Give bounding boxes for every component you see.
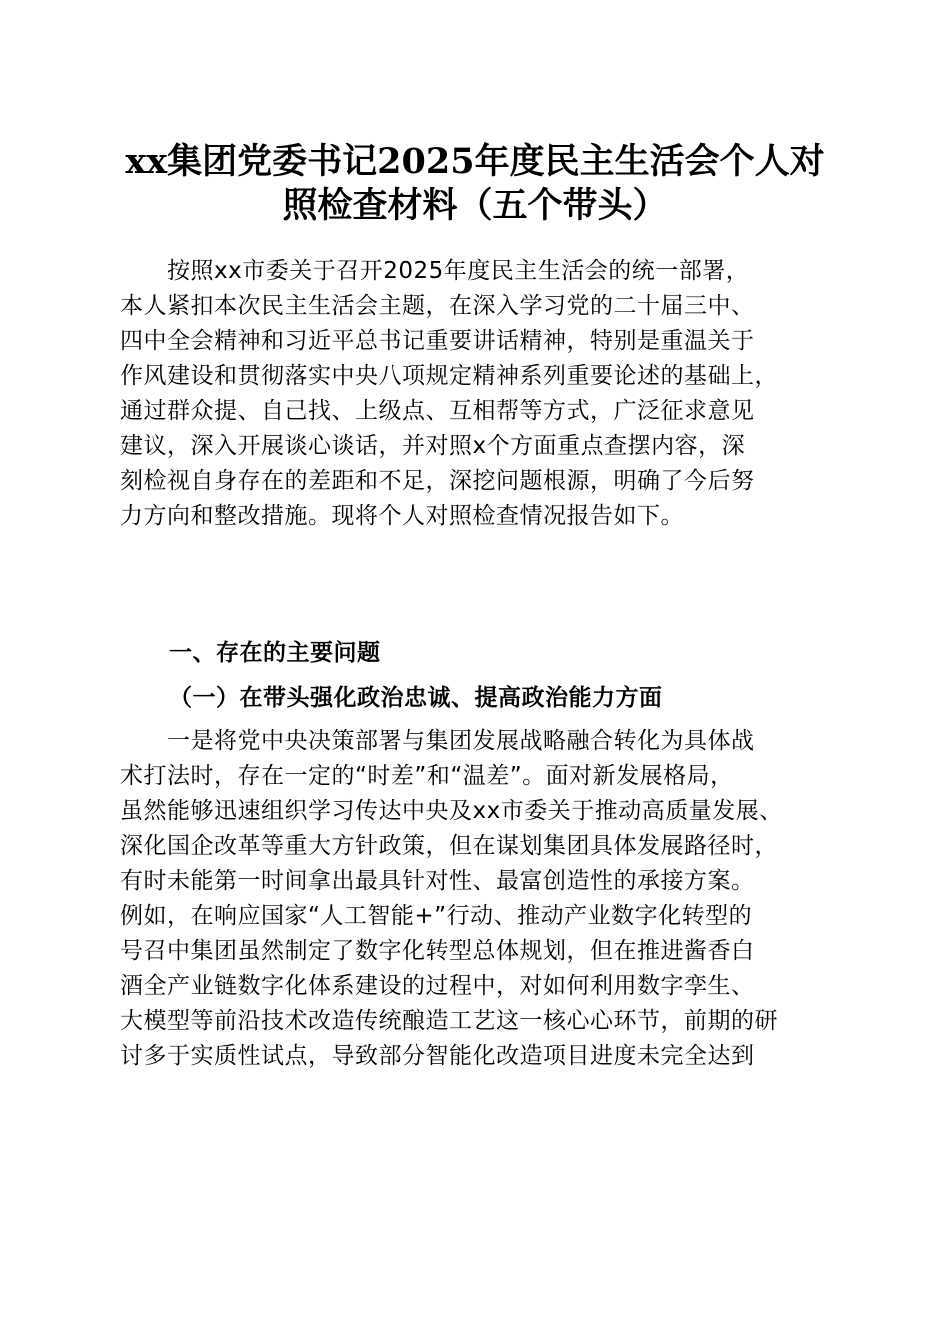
intro-paragraph: 按照xx市委关于召开2025年度民主生活会的统一部署， 本人紧扣本次民主生活会主题，在深入学习党的二十届三中、 四中全会精神和习近平总书记重要讲话精神，特别是重温关于 作风建设和贯彻落实中央八项规定精神系列重要论述的基础上， 通过群众提、自己找、上级点、互相帮等方式，广泛征求意见 建议，深入开展谈心谈话，并对照x个方面重点查摆内容，深 刻检视自身存在的差距和不足，深挖问题根源，明确了今后努 力方向和整改措施。现将个人对照检查情况报告如下。: [120, 258, 778, 529]
title-line-1: xx集团党委书记2025年度民主生活会个人对: [125, 141, 825, 182]
point-paragraph: 一是将党中央决策部署与集团发展战略融合转化为具体战 术打法时，存在一定的“时差”和“温差”。面对新发展格局， 虽然能够迅速组织学习传达中央及xx市委关于推动高质量发展、 深化国企改革等重大方针政策，但在谋划集团具体发展路径时， 有时未能第一时间拿出最具针对性、最富创造性的承接方案。 例如，在响应国家“人工智能+”行动、推动产业数字化转型的 号召中集团虽然制定了数字化转型总体规划，但在推进酱香白 酒全产业链数字化体系建设的过程中，对如何利用数字孪生、 大模型等前沿技术改造传统酿造工艺这一核心心环节，前期的研 讨多于实质性试点，导致部分智能化改造项目进度未完全达到: [120, 728, 783, 1069]
document-title: [100, 140, 850, 228]
subsection-heading: （一）在带头强化政治忠诚、提高政治能力方面: [169, 685, 663, 711]
title-line-2: 照检查材料（五个带头）: [282, 185, 668, 226]
section-heading: 一、存在的主要问题: [169, 640, 381, 666]
